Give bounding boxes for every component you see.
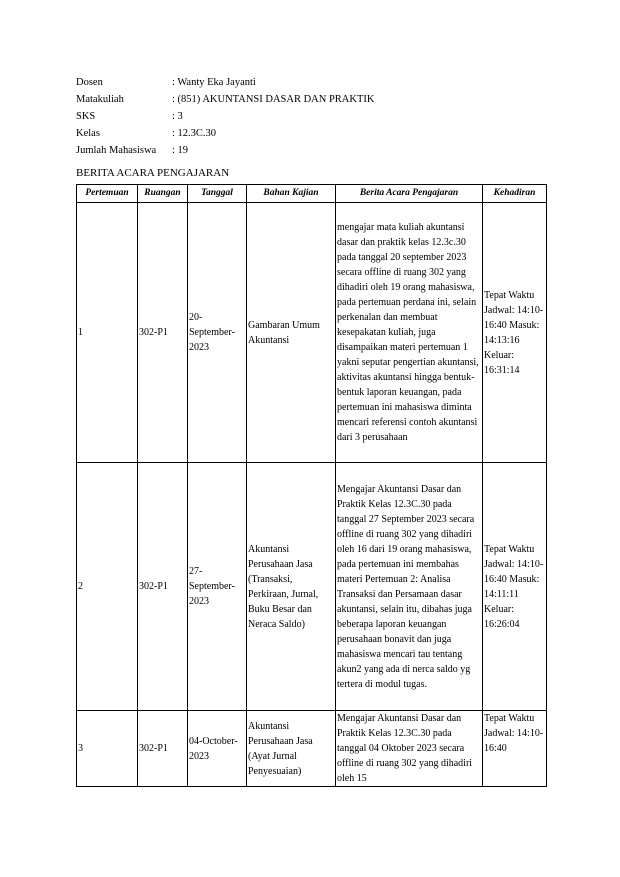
info-value: : Wanty Eka Jayanti <box>172 77 256 88</box>
header-ruangan: Ruangan <box>138 185 188 203</box>
cell-tanggal: 04-October-2023 <box>188 711 247 787</box>
table-row <box>77 463 547 711</box>
info-value: : (851) AKUNTANSI DASAR DAN PRAKTIK <box>172 94 375 105</box>
info-value: : 19 <box>172 145 189 156</box>
info-row-sks <box>76 108 374 125</box>
info-row-jumlah-mahasiswa <box>76 142 374 159</box>
header-tanggal: Tanggal <box>188 185 247 203</box>
cell-tanggal: 20-September-2023 <box>188 203 247 463</box>
header-berita-acara: Berita Acara Pengajaran <box>336 185 483 203</box>
table-row <box>77 203 547 463</box>
info-row-dosen <box>76 74 374 91</box>
info-value: : 3 <box>172 111 183 122</box>
cell-bahan-kajian: Gambaran Umum Akuntansi <box>247 203 336 463</box>
table-row <box>77 711 547 787</box>
cell-tanggal: 27-September-2023 <box>188 463 247 711</box>
cell-ruangan: 302-P1 <box>138 711 188 787</box>
cell-kehadiran: Tepat Waktu Jadwal: 14:10-16:40 Masuk: 14:13:16 Keluar: 16:31:14 <box>483 203 547 463</box>
info-label: Dosen <box>76 77 103 88</box>
cell-bahan-kajian: Akuntansi Perusahaan Jasa (Transaksi, Perkiraan, Jurnal, Buku Besar dan Neraca Saldo) <box>247 463 336 711</box>
header-pertemuan: Pertemuan <box>77 185 138 203</box>
cell-ruangan: 302-P1 <box>138 463 188 711</box>
cell-pertemuan: 1 <box>77 203 138 463</box>
header-bahan-kajian: Bahan Kajian <box>247 185 336 203</box>
cell-kehadiran: Tepat Waktu Jadwal: 14:10-16:40 <box>483 711 547 787</box>
berita-acara-table <box>76 184 547 787</box>
info-row-matakuliah <box>76 91 374 108</box>
cell-berita-acara: Mengajar Akuntansi Dasar dan Praktik Kelas 12.3C.30 pada tanggal 27 September 2023 secara offline di ruang 302 yang dihadiri oleh 16 dari 19 orang mahasiswa, pada pertemuan ini membahas materi Pertemuan 2: Analisa Transaksi dan Persamaan dasar akuntansi, selain itu, dibahas juga beberapa laporan keuangan perusahaan bonavit dan juga mahasiswa mencari tau tentang akun2 yang ada di nerca saldo yg tertera di modul tugas. <box>336 463 483 711</box>
info-value: : 12.3C.30 <box>172 128 217 139</box>
info-label: Matakuliah <box>76 94 124 105</box>
info-row-kelas <box>76 125 374 142</box>
info-label: SKS <box>76 111 96 122</box>
cell-bahan-kajian: Akuntansi Perusahaan Jasa (Ayat Jurnal Penyesuaian) <box>247 711 336 787</box>
cell-pertemuan: 2 <box>77 463 138 711</box>
cell-berita-acara: Mengajar Akuntansi Dasar dan Praktik Kelas 12.3C.30 pada tanggal 04 Oktober 2023 secara offline di ruang 302 yang dihadiri oleh 15 <box>336 711 483 787</box>
cell-ruangan: 302-P1 <box>138 203 188 463</box>
table-header-row <box>77 185 547 203</box>
info-label: Jumlah Mahasiswa <box>76 145 157 156</box>
section-title: BERITA ACARA PENGAJARAN <box>76 167 230 179</box>
cell-berita-acara: mengajar mata kuliah akuntansi dasar dan praktik kelas 12.3c.30 pada tanggal 20 september 2023 secara offline di ruang 302 yang dihadiri oleh 19 orang mahasiswa, pada pertemuan perdana ini, selain perkenalan dan membuat kesepakatan kuliah, juga disampaikan materi pertemuan 1 yakni seputar pengertian akuntansi, aktivitas akuntansi hingga bentuk-bentuk laporan keuangan, pada pertemuan ini mahasiswa diminta mencari referensi contoh akuntansi dari 3 perusahaan <box>336 203 483 463</box>
cell-kehadiran: Tepat Waktu Jadwal: 14:10-16:40 Masuk: 14:11:11 Keluar: 16:26:04 <box>483 463 547 711</box>
header-kehadiran: Kehadiran <box>483 185 547 203</box>
cell-pertemuan: 3 <box>77 711 138 787</box>
info-label: Kelas <box>76 128 100 139</box>
course-info <box>76 74 374 159</box>
